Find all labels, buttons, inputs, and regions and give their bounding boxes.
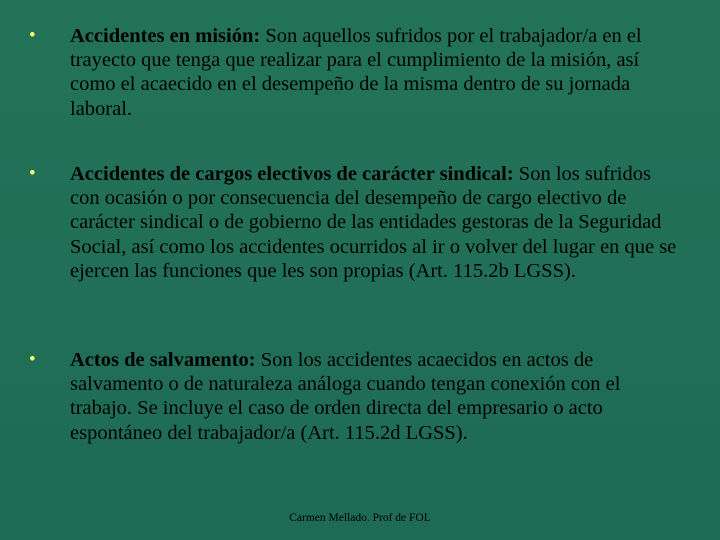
bullet-text xyxy=(70,24,682,121)
bullet-text xyxy=(70,162,682,283)
bullet-body: Son los sufridos con ocasión o por consecuencia del desempeño de cargo electivo de carácter sindical o de gobierno de las entidades gestoras de la Seguridad Social, así como los accidentes ocurridos al ir o volver del lugar en que se ejercen las funciones que les son propias (Art. 115.2b LGSS). xyxy=(70,163,677,282)
bullet-marker: • xyxy=(29,349,36,370)
bullet-term: Accidentes en misión: xyxy=(70,25,261,47)
bullet-term: Accidentes de cargos electivos de carácter sindical: xyxy=(70,163,514,185)
bullet-marker: • xyxy=(29,163,36,184)
bullet-term: Actos de salvamento: xyxy=(70,349,256,371)
bullet-marker: • xyxy=(29,25,36,46)
bullet-body: Son aquellos sufridos por el trabajador/a en el trayecto que tenga que realizar para el cumplimiento de la misión, así como el acaecido en el desempeño de la misma dentro de su jornada laboral. xyxy=(70,25,642,120)
bullet-text xyxy=(70,348,682,445)
slide-footer: Carmen Mellado. Prof de FOL xyxy=(289,512,431,524)
bullet-body: Son los accidentes acaecidos en actos de salvamento o de naturaleza análoga cuando tengan conexión con el trabajo. Se incluye el caso de orden directa del empresario o acto espontáneo del trabajador/a (Art. 115.2d LGSS). xyxy=(70,349,621,444)
